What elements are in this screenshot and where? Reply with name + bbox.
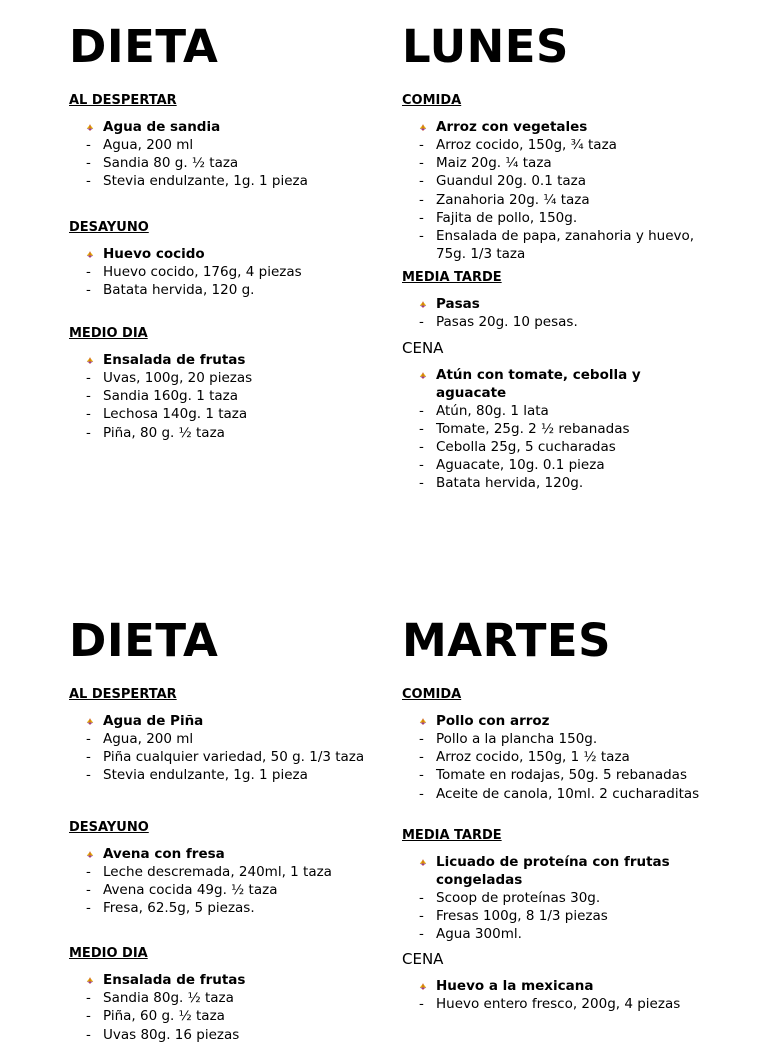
list-item: - Sandia 80 g. ½ taza <box>86 155 239 172</box>
dish-title: Ensalada de frutas <box>69 971 379 989</box>
dish-title: Pasas <box>402 295 702 313</box>
section-heading: DESAYUNO <box>69 219 149 235</box>
section-heading: CENA <box>402 950 444 969</box>
arrow-bullet-icon <box>86 850 94 858</box>
dish-title: Ensalada de frutas <box>69 351 379 369</box>
list-item: - Fresa, 62.5g, 5 piezas. <box>86 900 255 917</box>
list-item: - Huevo cocido, 176g, 4 piezas <box>86 263 302 280</box>
arrow-bullet-icon <box>419 982 427 990</box>
ingredient-list <box>402 730 702 803</box>
list-item: - Tomate, 25g. 2 ½ rebanadas <box>419 420 630 437</box>
arrow-bullet-icon <box>86 123 94 131</box>
dish-title: Pollo con arroz <box>402 712 702 730</box>
list-item: - Zanahoria 20g. ¼ taza <box>419 191 590 208</box>
list-item: - Stevia endulzante, 1g. 1 pieza <box>86 767 308 784</box>
dish-title: Atún con tomate, cebolla y aguacate <box>402 366 702 402</box>
dish-title: Agua de Piña <box>69 712 379 730</box>
arrow-bullet-icon <box>419 858 427 866</box>
list-item: - Stevia endulzante, 1g. 1 pieza <box>86 173 308 190</box>
arrow-bullet-icon <box>86 250 94 258</box>
list-item: - Sandia 80g. ½ taza <box>86 990 234 1007</box>
list-item: - Arroz cocido, 150g, 1 ½ taza <box>419 749 630 766</box>
ingredient-list <box>69 730 379 785</box>
section-heading: AL DESPERTAR <box>69 687 177 702</box>
dish-title: Huevo cocido <box>69 245 379 263</box>
list-item: - Leche descremada, 240ml, 1 taza <box>86 863 332 880</box>
list-item: - Batata hervida, 120 g. <box>86 281 255 298</box>
list-item: - Piña cualquier variedad, 50 g. 1/3 taza <box>86 749 365 766</box>
section-heading: MEDIO DIA <box>69 326 148 342</box>
dish-title: Licuado de proteína con frutas congeladas <box>402 853 702 889</box>
list-item: - Fajita de pollo, 150g. <box>419 209 578 226</box>
list-item: - Lechosa 140g. 1 taza <box>86 406 248 423</box>
arrow-bullet-icon <box>419 371 427 379</box>
list-item: - Agua 300ml. <box>419 926 522 943</box>
list-item: - Batata hervida, 120g. <box>419 475 584 492</box>
section-medio-dia <box>69 325 379 442</box>
list-item: - Sandia 160g. 1 taza <box>86 388 239 405</box>
arrow-bullet-icon <box>419 300 427 308</box>
list-item: - Uvas, 100g, 20 piezas <box>86 370 253 387</box>
section-al-despertar <box>69 686 379 785</box>
section-medio-dia <box>69 945 379 1044</box>
page-title-dieta: DIETA <box>69 20 219 73</box>
dish-title: Agua de sandia <box>69 118 379 136</box>
section-heading: DESAYUNO <box>69 819 149 835</box>
arrow-bullet-icon <box>86 356 94 364</box>
arrow-bullet-icon <box>419 123 427 131</box>
arrow-bullet-icon <box>86 717 94 725</box>
left-column <box>69 22 379 442</box>
list-item: - Tomate en rodajas, 50g. 5 rebanadas <box>419 767 687 784</box>
ingredient-list <box>402 889 702 944</box>
section-desayuno <box>69 819 379 918</box>
list-item: - Ensalada de papa, zanahoria y huevo, 75g. 1/3 taza <box>419 228 695 263</box>
section-comida <box>402 686 702 803</box>
arrow-bullet-icon <box>86 976 94 984</box>
list-item: - Arroz cocido, 150g, ¾ taza <box>419 137 617 153</box>
section-heading: COMIDA <box>402 687 462 702</box>
arrow-bullet-icon <box>419 717 427 725</box>
list-item: - Agua, 200 ml <box>86 731 194 747</box>
dish-title: Arroz con vegetales <box>402 118 702 136</box>
section-heading: CENA <box>402 338 444 357</box>
list-item: - Guandul 20g. 0.1 taza <box>419 173 587 190</box>
list-item: - Cebolla 25g, 5 cucharadas <box>419 439 616 456</box>
list-item: - Uvas 80g. 16 piezas <box>86 1026 240 1043</box>
section-heading: MEDIO DIA <box>69 946 148 962</box>
section-heading: MEDIA TARDE <box>402 827 502 843</box>
ingredient-list <box>69 863 379 918</box>
list-item: - Piña, 80 g. ½ taza <box>86 424 225 441</box>
right-column <box>402 616 702 1014</box>
section-desayuno <box>69 219 379 299</box>
right-column <box>402 22 702 493</box>
list-item: - Piña, 60 g. ½ taza <box>86 1008 225 1025</box>
section-media-tarde <box>402 827 702 944</box>
ingredient-list <box>402 136 702 263</box>
section-al-despertar <box>69 92 379 191</box>
ingredient-list <box>402 402 702 493</box>
page-title-dieta: DIETA <box>69 614 219 667</box>
list-item: - Aceite de canola, 10ml. 2 cucharaditas <box>419 785 700 802</box>
ingredient-list <box>69 369 379 442</box>
list-item: - Pasas 20g. 10 pesas. <box>419 314 578 331</box>
section-media-tarde <box>402 269 702 331</box>
section-cena <box>402 338 702 493</box>
list-item: - Huevo entero fresco, 200g, 4 piezas <box>419 996 681 1013</box>
page-title-day: MARTES <box>402 614 612 667</box>
list-item: - Agua, 200 ml <box>86 137 194 153</box>
list-item: - Pollo a la plancha 150g. <box>419 731 598 747</box>
list-item: - Maiz 20g. ¼ taza <box>419 155 552 172</box>
section-comida <box>402 92 702 263</box>
dish-title: Huevo a la mexicana <box>402 977 702 995</box>
list-item: - Avena cocida 49g. ½ taza <box>86 881 278 898</box>
ingredient-list <box>69 989 379 1044</box>
section-heading: AL DESPERTAR <box>69 93 177 108</box>
list-item: - Aguacate, 10g. 0.1 pieza <box>419 457 605 474</box>
ingredient-list <box>402 313 702 331</box>
page-title-day: LUNES <box>402 20 569 73</box>
list-item: - Atún, 80g. 1 lata <box>419 402 549 419</box>
list-item: - Scoop de proteínas 30g. <box>419 889 601 906</box>
dish-title: Avena con fresa <box>69 845 379 863</box>
section-heading: MEDIA TARDE <box>402 270 502 286</box>
ingredient-list <box>69 263 379 299</box>
ingredient-list <box>69 136 379 191</box>
left-column <box>69 616 379 1044</box>
list-item: - Fresas 100g, 8 1/3 piezas <box>419 908 608 925</box>
section-heading: COMIDA <box>402 93 462 108</box>
section-cena <box>402 949 702 1013</box>
ingredient-list <box>402 995 702 1013</box>
